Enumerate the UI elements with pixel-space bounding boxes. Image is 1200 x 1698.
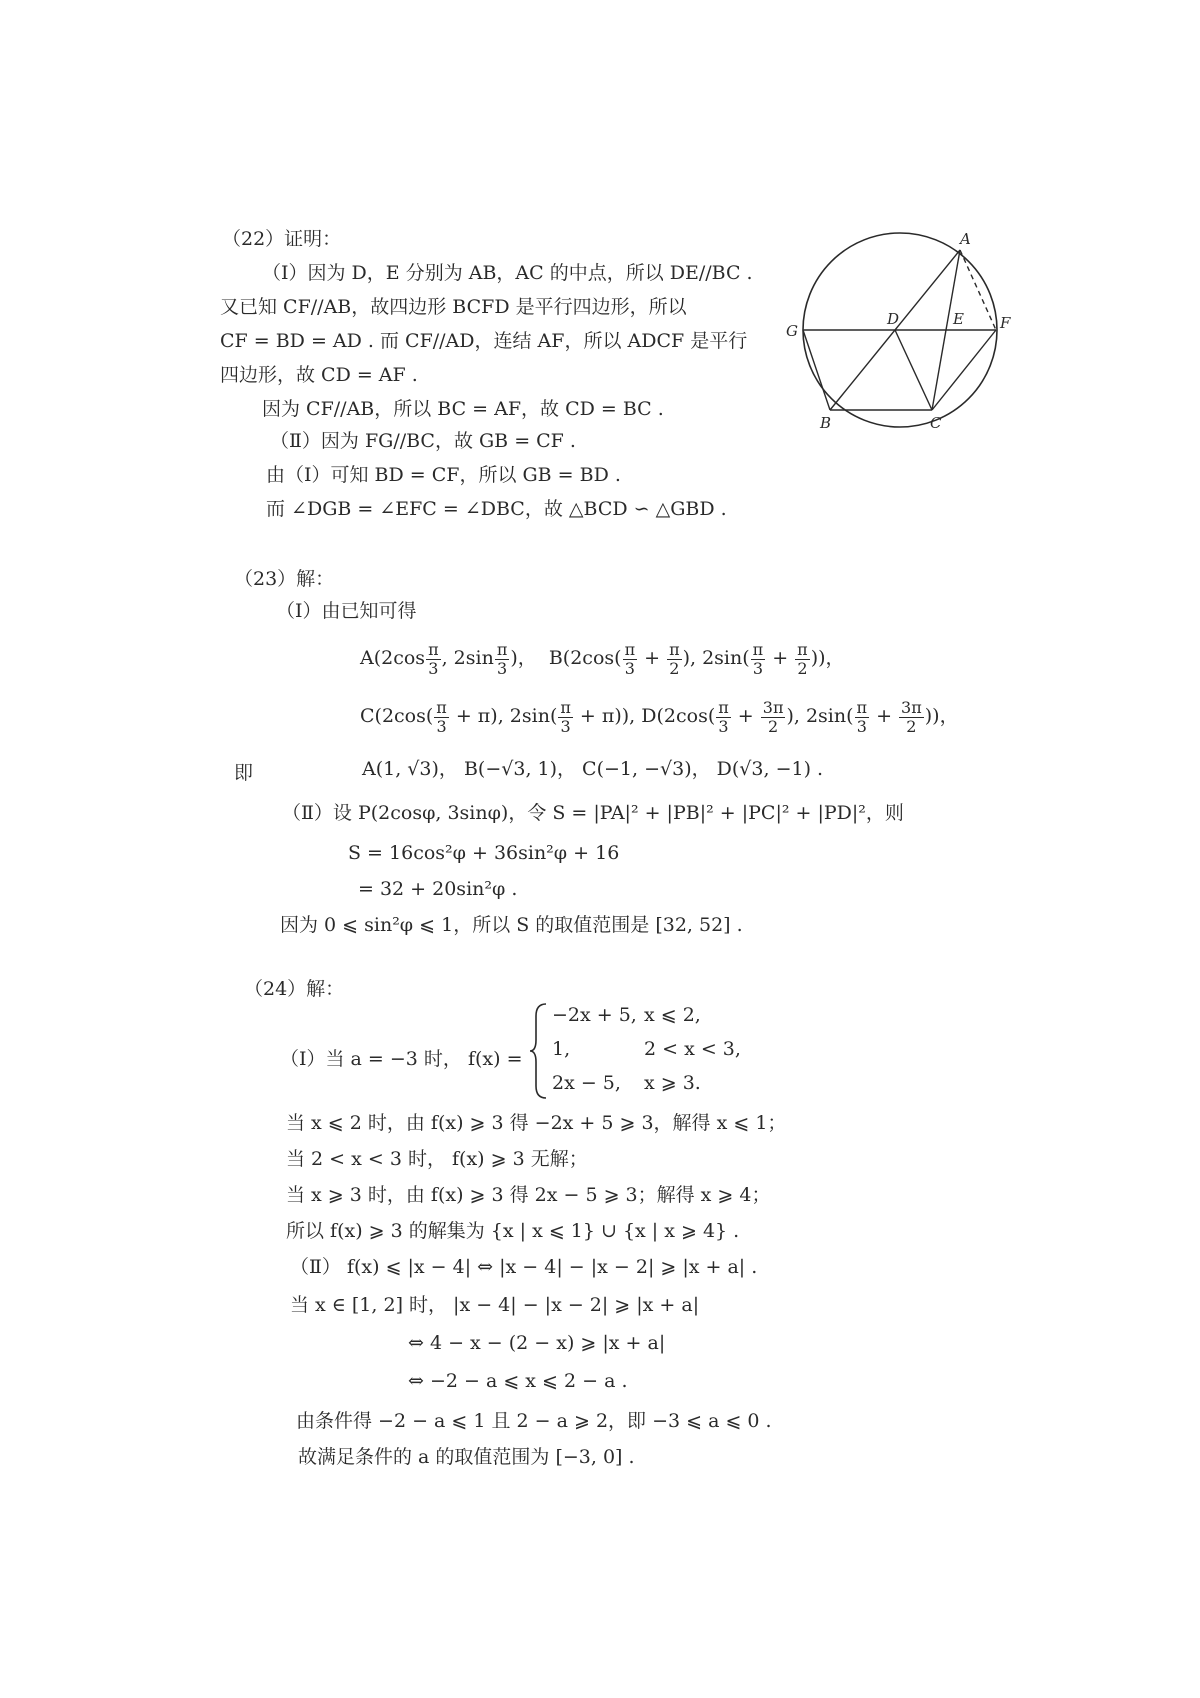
line-GB (803, 330, 830, 410)
q24-line1: 当 x ⩽ 2 时，由 f(x) ⩾ 3 得 −2x + 5 ⩾ 3，解得 x ⩽ 1； (286, 1112, 787, 1134)
line-FC (932, 330, 996, 410)
q22-p1-line3: CF = BD = AD . 而 CF//AD，连结 AF，所以 ADCF 是平行 (220, 330, 748, 352)
label-G: G (786, 322, 798, 340)
q24-line6: 当 x ∈ [1, 2] 时， |x − 4| − |x − 2| ⩾ |x + a| (290, 1294, 700, 1316)
q24-line8: ⇔ −2 − a ⩽ x ⩽ 2 − a . (408, 1370, 628, 1392)
line-DC (895, 330, 932, 410)
row1-A-post: )， (510, 647, 537, 669)
row1-B-pre: B(2cos( (548, 647, 622, 669)
q24-line5: （Ⅱ） f(x) ⩽ |x − 4| ⇔ |x − 4| − |x − 2| ⩾ |x + a| . (290, 1256, 758, 1278)
q23-row1: A(2cos $\frac{\pi}{3}$ , 2sin $\frac{\pi}{3}$ )， B(2cos( $\frac{\pi}{3}$ + $\frac{\pi}{2}$ ), 2sin( $\frac{\pi}{3}$ + $\frac{\pi}{2}$ ))， (360, 639, 845, 678)
frac-pi-over-3: $\frac{\pi}{3}$ (856, 697, 868, 736)
q24-heading: （24）解： (244, 978, 345, 1000)
row2-D-pre: D(2cos( (641, 705, 716, 727)
q23-p2-line1: （Ⅱ）设 P(2cosφ, 3sinφ)，令 S = |PA|² + |PB|² + |PC|² + |PD|²，则 (282, 802, 904, 824)
frac-3pi-over-2: $\frac{3\pi}{2}$ (762, 697, 784, 736)
q24-line10: 故满足条件的 a 的取值范围为 [−3, 0] . (298, 1446, 635, 1468)
frac-pi-over-3: $\frac{\pi}{3}$ (624, 639, 636, 678)
q24-line4: 所以 f(x) ⩾ 3 的解集为 {x | x ⩽ 1} ∪ {x | x ⩾ 4} . (286, 1220, 740, 1242)
row2-C-pre: C(2cos( (360, 705, 434, 727)
row2-D-mid: ), 2sin( (786, 705, 854, 727)
q22-p1-line4: 四边形，故 CD = AF . (220, 364, 418, 386)
q23-row2: C(2cos( $\frac{\pi}{3}$ + π), 2sin( $\frac{\pi}{3}$ + π)), D(2cos( $\frac{\pi}{3}$ + $\frac{3\pi}{2}$ ), 2sin( $\frac{\pi}{3}$ + $\frac{3\pi}{2}$ ))， (360, 697, 959, 736)
case1-cond: x ⩽ 2, (644, 1004, 701, 1026)
label-E: E (953, 310, 964, 328)
q22-p2-line3: 而 ∠DGB = ∠EFC = ∠DBC，故 △BCD ∽ △GBD . (266, 498, 727, 520)
row1-A-pre: A(2cos (360, 647, 426, 669)
q24-line2: 当 2 < x < 3 时， f(x) ⩾ 3 无解； (286, 1148, 588, 1170)
q23-p2-line3: = 32 + 20sin²φ . (358, 878, 518, 900)
q24-line3: 当 x ⩾ 3 时，由 f(x) ⩾ 3 得 2x − 5 ⩾ 3；解得 x ⩾ 4； (286, 1184, 771, 1206)
case1-expr: −2x + 5, (552, 1004, 637, 1026)
case2-expr: 1, (552, 1038, 571, 1060)
case3-cond: x ⩾ 3. (644, 1072, 701, 1094)
q23-p1-intro: （Ⅰ）由已知可得 (276, 600, 417, 622)
case2-cond: 2 < x < 3, (644, 1038, 741, 1060)
frac-pi-over-3: $\frac{\pi}{3}$ (436, 697, 447, 736)
row1-B-mid: ), 2sin( (682, 647, 750, 669)
frac-pi-over-2: $\frac{\pi}{2}$ (797, 639, 808, 678)
label-C: C (930, 414, 942, 432)
row1-A-mid: , 2sin (441, 647, 494, 669)
label-A: A (960, 230, 971, 248)
frac-pi-over-3: $\frac{\pi}{3}$ (752, 639, 764, 678)
q22-p1-line5: 因为 CF//AB，所以 BC = AF，故 CD = BC . (262, 398, 664, 420)
q23-p2-line4: 因为 0 ⩽ sin²φ ⩽ 1，所以 S 的取值范围是 [32, 52] . (280, 914, 743, 936)
row2-D-post: ))， (924, 705, 959, 727)
q22-p2-line2: 由（Ⅰ）可知 BD = CF，所以 GB = BD . (266, 464, 621, 486)
q22-p1-line2: 又已知 CF//AB，故四边形 BCFD 是平行四边形，所以 (220, 296, 687, 318)
frac-pi-over-2: $\frac{\pi}{2}$ (669, 639, 680, 678)
geometry-diagram (770, 230, 1020, 450)
q22-p2-line1: （Ⅱ）因为 FG//BC，故 GB = CF . (270, 430, 576, 452)
q24-p1-intro: （Ⅰ）当 a = −3 时， f(x) = (280, 1048, 523, 1070)
frac-pi-over-3: $\frac{\pi}{3}$ (428, 639, 439, 678)
q22-p1-line1: （Ⅰ）因为 D，E 分别为 AB，AC 的中点，所以 DE//BC . (262, 262, 753, 284)
frac-3pi-over-2: $\frac{3\pi}{2}$ (901, 697, 922, 736)
label-B: B (820, 414, 832, 432)
q24-line7: ⇔ 4 − x − (2 − x) ⩾ |x + a| (408, 1332, 666, 1354)
label-D: D (887, 310, 900, 328)
q23-ji: 即 (234, 762, 254, 784)
frac-pi-over-3: $\frac{\pi}{3}$ (496, 639, 508, 678)
row1-B-post: ))， (810, 647, 845, 669)
line-AF-dashed (960, 250, 996, 330)
frac-pi-over-3: $\frac{\pi}{3}$ (718, 697, 729, 736)
piecewise-brace (528, 1002, 550, 1100)
label-F: F (1000, 314, 1011, 332)
q24-line9: 由条件得 −2 − a ⩽ 1 且 2 − a ⩾ 2，即 −3 ⩽ a ⩽ 0 . (296, 1410, 772, 1432)
frac-pi-over-3: $\frac{\pi}{3}$ (560, 697, 571, 736)
case3-expr: 2x − 5, (552, 1072, 621, 1094)
q22-heading: （22）证明： (222, 228, 342, 250)
q23-heading: （23）解： (234, 568, 335, 590)
row2-C-mid: + π), 2sin( (449, 705, 558, 727)
row2-C-post: + π)), (573, 705, 642, 727)
q23-p2-line2: S = 16cos²φ + 36sin²φ + 16 (348, 842, 620, 864)
q23-row3: A(1, √3)， B(−√3, 1)， C(−1, −√3)， D(√3, −1) . (362, 758, 824, 780)
